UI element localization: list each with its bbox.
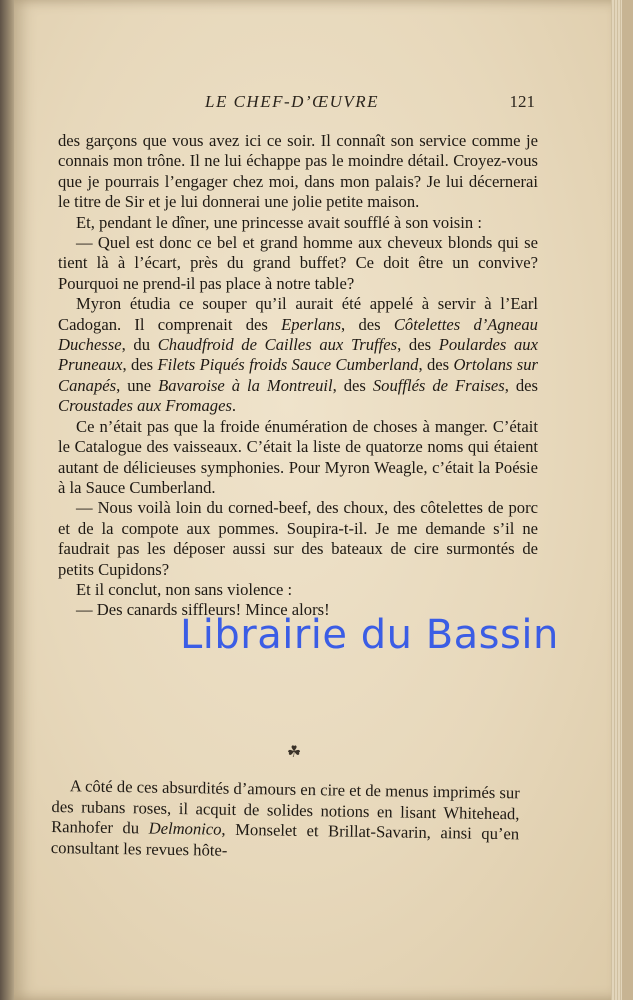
paragraph-menu (58, 294, 538, 416)
menu-dish: Croustades aux Fromages (58, 396, 232, 416)
text-run: , des (397, 335, 439, 355)
text-run: , des (341, 314, 394, 334)
text-run: . (231, 396, 237, 416)
text-run: A côté de ces absurdités d’amours en cire et de menus imprimés sur des rubans roses, il acquit de solides notions en lisant Whitehead, Ranhofer du (51, 776, 520, 838)
menu-dish: Soufflés de Fraises (372, 375, 505, 395)
menu-dish: Poulardes aux Pruneaux (58, 335, 538, 375)
menu-dish: Eperlans (281, 314, 342, 334)
text-run: Myron étudia ce souper qu’il aurait été appelé à servir à l’Earl Cadogan. Il comprenait des (58, 294, 538, 334)
seller-watermark: Librairie du Bassin (180, 612, 559, 658)
text-run: , des (504, 375, 538, 395)
text-run: , Monselet et Brillat-Savarin, ainsi qu’en consultant les revues hôte- (50, 819, 520, 860)
paragraph: Et, pendant le dîner, une princesse avait soufflé à son voisin : (76, 212, 482, 232)
menu-dish: Côtelettes d’Agneau Duchesse (58, 314, 538, 355)
paragraph-dialogue: — Nous voilà loin du corned-beef, des choux, des côtelettes de porc et de la compote aux pommes. Soupira-t-il. Je me demande s’il ne faudrait pas les déposer aussi sur des bateaux de cire surmontés de petits Cupidons? (58, 498, 538, 579)
paragraph: Ce n’était pas que la froide énumération de choses à manger. C’était le Catalogue des vaisseaux. C’était la liste de quatorze noms qui étaient autant de délicieuses symphonies. Pour Myron Weagle, c’était la Poésie à la Sauce Cumberland. (58, 416, 538, 497)
text-run: , une (116, 375, 159, 395)
menu-dish: Ortolans sur Canapés (58, 355, 538, 395)
body-text-continued (51, 776, 520, 865)
running-title: LE CHEF-D’ŒUVRE (205, 92, 380, 111)
menu-dish: Chaudfroid de Cailles aux Truffes (157, 335, 398, 355)
text-run: , des (122, 355, 158, 375)
section-break-ornament-icon: ☘ (286, 742, 302, 761)
menu-dish: Bavaroise à la Montreuil (158, 375, 333, 395)
text-run: , des (332, 375, 373, 395)
text-run: , des (418, 355, 454, 375)
menu-dish: Filets Piqués froids Sauce Cumberland (157, 355, 419, 375)
page-number: 121 (509, 92, 535, 111)
paragraph: des garçons que vous avez ici ce soir. Il connaît son service comme je connais mon trône. Il ne lui échappe pas le moindre détail. Croyez-vous que je pourrais l’engager chez moi, dans mon palais? Je lui décernerai le titre de Sir et je lui donnerai une jolie petite maison. (58, 131, 538, 212)
paragraph-dialogue: — Des canards siffleurs! Mince alors! (76, 600, 330, 620)
restaurant-name: Delmonico (148, 818, 222, 839)
page-edge (611, 0, 622, 1000)
paragraph: Et il conclut, non sans violence : (76, 579, 293, 599)
body-text (58, 131, 538, 621)
page-header (193, 92, 553, 116)
paragraph-dialogue: — Quel est donc ce bel et grand homme aux cheveux blonds qui se tient là à l’écart, près du grand buffet? Ce doit être un convive? Pourquoi ne prend-il pas place à notre table? (58, 233, 538, 293)
text-run: , du (121, 335, 158, 355)
paragraph (51, 776, 520, 865)
